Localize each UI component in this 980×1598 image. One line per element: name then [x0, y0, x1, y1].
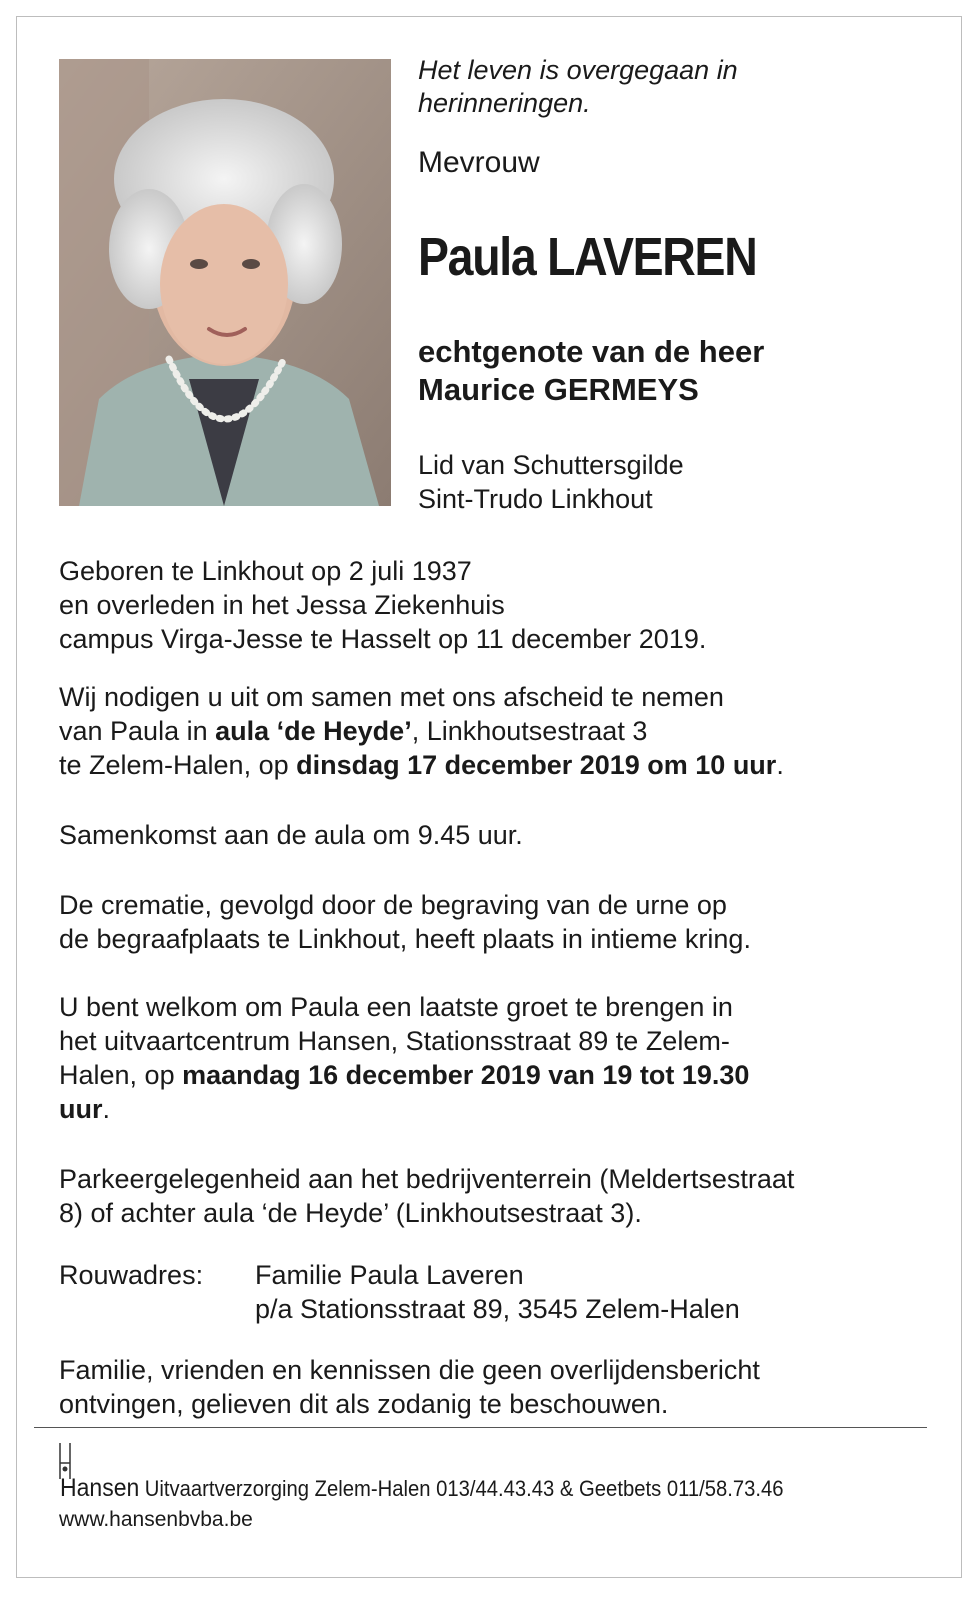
- text-line: campus Virga-Jesse te Hasselt op 11 december 2019.: [59, 624, 707, 654]
- parking-paragraph: [59, 1162, 919, 1230]
- membership: [418, 448, 684, 516]
- text-line: De crematie, gevolgd door de begraving van de urne op: [59, 890, 727, 920]
- address-label: Rouwadres:: [59, 1260, 204, 1290]
- quote-line: Het leven is overgegaan in: [418, 55, 738, 85]
- quote: [418, 54, 918, 120]
- text-line: het uitvaartcentrum Hansen, Stationsstraat 89 te Zelem-: [59, 1026, 730, 1056]
- footer-url[interactable]: www.hansenbvba.be: [59, 1508, 253, 1531]
- ceremony-paragraph: [59, 680, 919, 782]
- membership-line: Sint-Trudo Linkhout: [418, 484, 653, 514]
- membership-line: Lid van Schuttersgilde: [418, 450, 684, 480]
- text-line: en overleden in het Jessa Ziekenhuis: [59, 590, 505, 620]
- address-lines: [255, 1258, 740, 1326]
- text-fragment: .: [102, 1094, 111, 1124]
- text-line: Wij nodigen u uit om samen met ons afscheid te nemen: [59, 682, 724, 712]
- text-line: ontvingen, gelieven dit als zodanig te beschouwen.: [59, 1389, 669, 1419]
- visitation-paragraph: [59, 990, 919, 1126]
- address-line: p/a Stationsstraat 89, 3545 Zelem-Halen: [255, 1294, 740, 1324]
- spouse-line: Maurice GERMEYS: [418, 372, 699, 407]
- footer-line: [60, 1474, 784, 1503]
- birth-death-paragraph: [59, 554, 919, 656]
- text-fragment: Halen, op: [59, 1060, 183, 1090]
- text-fragment: van Paula in: [59, 716, 216, 746]
- text-fragment: te Zelem-Halen, op: [59, 750, 297, 780]
- salutation: Mevrouw: [418, 146, 540, 179]
- text-fragment: .: [776, 750, 784, 780]
- text-line: Familie, vrienden en kennissen die geen overlijdensbericht: [59, 1355, 760, 1385]
- text-line: de begraafplaats te Linkhout, heeft plaats in intieme kring.: [59, 924, 751, 954]
- mourning-address: [59, 1258, 740, 1326]
- text-fragment: , Linkhoutsestraat 3: [411, 716, 648, 746]
- footer-divider: [34, 1427, 927, 1428]
- visitation-datetime: maandag 16 december 2019 van 19 tot 19.30: [182, 1060, 750, 1090]
- ceremony-datetime: dinsdag 17 december 2019 om 10 uur: [296, 750, 777, 780]
- deceased-name: Paula LAVEREN: [418, 227, 757, 287]
- footer-brand: Hansen: [60, 1474, 140, 1502]
- portrait-image: [59, 59, 391, 506]
- portrait-photo: [59, 59, 391, 506]
- quote-line: herinneringen.: [418, 88, 591, 118]
- closing-paragraph: [59, 1353, 919, 1421]
- text-line: Geboren te Linkhout op 2 juli 1937: [59, 556, 472, 586]
- footer-contact: Uitvaartverzorging Zelem-Halen 013/44.43.43 & Geetbets 011/58.73.46: [144, 1476, 784, 1501]
- text-line: Parkeergelegenheid aan het bedrijventerrein (Meldertsestraat: [59, 1164, 795, 1194]
- text-line: U bent welkom om Paula een laatste groet te brengen in: [59, 992, 733, 1022]
- spouse-line: echtgenote van de heer: [418, 334, 765, 369]
- text-line: 8) of achter aula ‘de Heyde’ (Linkhoutsestraat 3).: [59, 1198, 642, 1228]
- visitation-datetime-end: uur: [59, 1094, 103, 1124]
- ceremony-venue: aula ‘de Heyde’: [215, 716, 412, 746]
- cremation-paragraph: [59, 888, 919, 956]
- spouse: [418, 333, 764, 409]
- gathering-paragraph: Samenkomst aan de aula om 9.45 uur.: [59, 820, 523, 850]
- address-line: Familie Paula Laveren: [255, 1260, 524, 1290]
